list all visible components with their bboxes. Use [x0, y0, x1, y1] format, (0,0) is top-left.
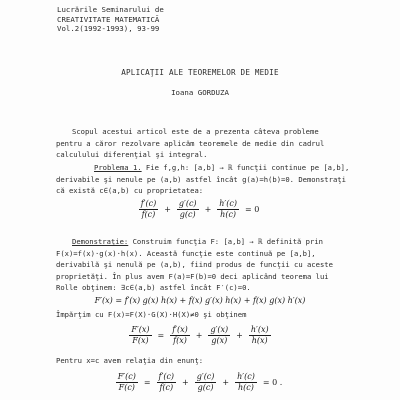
problem-line-3: că există c∈(a,b) cu proprietatea:: [56, 186, 204, 196]
proof-line-3: derivabilă şi nenulă pe (a,b), fiind produs de funcţii cu aceste: [56, 260, 333, 270]
article-title: APLICAŢII ALE TEOREMELOR DE MEDIE: [121, 68, 279, 77]
intro-line-2: pentru a căror rezolvare aplicăm teoremele de medie din cadrul: [56, 138, 325, 148]
problem-line-1: Fie f,g,h: [a,b] → ℝ funcţii continue pe [a,b],: [141, 163, 350, 172]
problem-paragraph: [56, 162, 356, 197]
proof-label: Demonstraţie:: [72, 237, 129, 246]
intro-line-3: calculului diferenţial şi integral.: [56, 150, 208, 160]
equation-4: $\frac{F'(c)}{F(c)}$ = $\frac{f'(c)}{f(c)}$ + $\frac{g'(c)}{g(c)}$ + $\frac{h'(c)}{h(c)}$ = 0 .: [117, 372, 283, 392]
divide-line: Împărţim cu F(x)=F(X)·G(X)·H(X)≠0 şi obţinem: [56, 310, 247, 319]
journal-header-line-3: Vol.2(1992-1993), 93-99: [57, 24, 160, 34]
intro-line-1: Scopul acestui articol este de a prezenta câteva probleme: [72, 127, 319, 136]
equation-3: $\frac{F'(x)}{F(x)}$ = $\frac{f'(x)}{f(x)}$ + $\frac{g'(x)}{g(x)}$ + $\frac{h'(x)}{h(x)}$: [131, 325, 269, 345]
problem-label: Problema 1.: [94, 163, 142, 172]
proof-line-4: proprietăţi. În plus avem F(a)=F(b)=0 deci aplicând teorema lui: [56, 271, 329, 281]
journal-header-line-2: CREATIVITATE MATEMATICĂ: [57, 14, 160, 24]
article-author: Ioana GORDUZA: [171, 88, 229, 97]
equation-1: $\frac{f'(c)}{f(c)}$ + $\frac{g'(c)}{g(c)}$ + $\frac{h'(c)}{h(c)}$ = 0: [140, 199, 260, 219]
proof-line-2: F(x)=f(x)·g(x)·h(x). Această funcţie este continuă pe [a,b],: [56, 248, 316, 258]
for-line: Pentru x=c avem relaţia din enunţ:: [56, 356, 204, 365]
proof-line-1: Construim funcţia F: [a,b] → ℝ definită prin: [128, 237, 323, 246]
equation-2: F′(x) = f′(x) g(x) h(x) + f(x) g′(x) h(x) + f(x) g(x) h′(x): [94, 296, 306, 305]
proof-line-5: Rolle obţinem: ∃c∈(a,b) astfel încât F′(c)=0.: [56, 283, 251, 293]
proof-paragraph: [56, 236, 356, 294]
journal-header-line-1: Lucrările Seminarului de: [57, 5, 164, 14]
intro-paragraph: [56, 126, 356, 161]
journal-header: [57, 5, 164, 34]
problem-line-2: derivabile şi nenule pe (a,b) astfel încât g(a)=h(b)=0. Demonstraţi: [56, 174, 346, 184]
